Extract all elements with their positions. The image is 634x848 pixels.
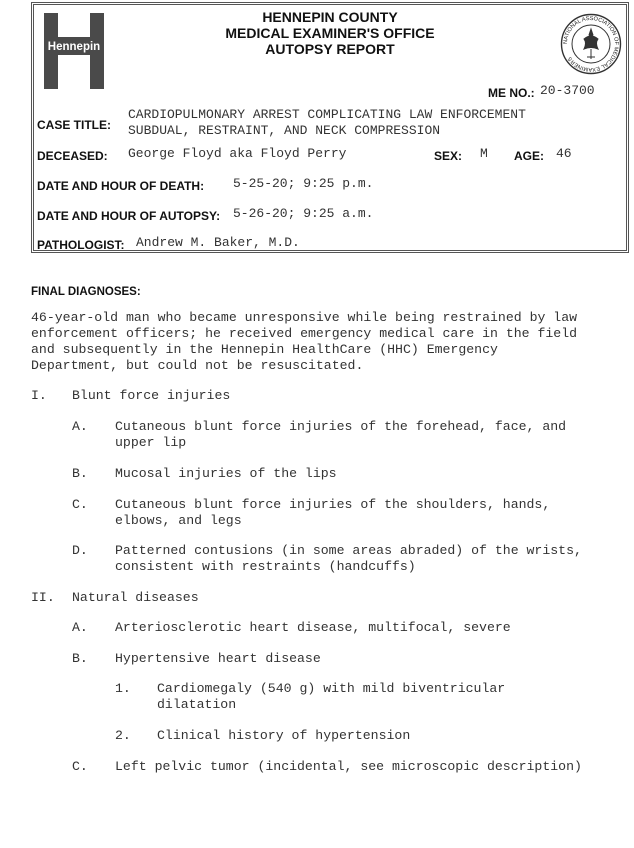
subitem-text: dilatation (157, 697, 237, 712)
item-text: Patterned contusions (in some areas abraded) of the wrists, (115, 543, 582, 558)
section-numeral: II. (31, 590, 55, 605)
section-title: Blunt force injuries (72, 388, 231, 403)
death-label: DATE AND HOUR OF DEATH: (37, 179, 205, 193)
item-letter: A. (72, 419, 88, 434)
subitem-text: Clinical history of hypertension (157, 728, 411, 743)
item-text: Hypertensive heart disease (115, 651, 321, 666)
office-title: MEDICAL EXAMINER'S OFFICE (225, 25, 435, 41)
intro-line: Department, but could not be resuscitated. (31, 358, 364, 373)
deceased-label: DECEASED: (37, 149, 108, 163)
me-no-value: 20-3700 (540, 83, 595, 98)
pathologist-label: PATHOLOGIST: (37, 238, 125, 252)
autopsy-label: DATE AND HOUR OF AUTOPSY: (37, 209, 221, 223)
section-numeral: I. (31, 388, 47, 403)
case-title-line: CARDIOPULMONARY ARREST COMPLICATING LAW ENFORCEMENT (128, 107, 526, 122)
final-diagnoses-heading: FINAL DIAGNOSES: (31, 286, 141, 298)
intro-line: enforcement officers; he received emergency medical care in the field (31, 326, 578, 341)
intro-line: and subsequently in the Hennepin HealthCare (HHC) Emergency (31, 342, 498, 357)
item-letter: C. (72, 759, 88, 774)
pathologist-value: Andrew M. Baker, M.D. (136, 235, 300, 250)
item-text: upper lip (115, 435, 187, 450)
deceased-value: George Floyd aka Floyd Perry (128, 146, 347, 161)
section-title: Natural diseases (72, 590, 199, 605)
seal-text: NATIONAL ASSOCIATION OF MEDICAL EXAMINERS (562, 15, 620, 73)
item-text: Cutaneous blunt force injuries of the shoulders, hands, (115, 497, 551, 512)
sex-value: M (480, 146, 488, 161)
case-title-label: CASE TITLE: (37, 118, 111, 132)
item-text: consistent with restraints (handcuffs) (115, 559, 416, 574)
item-text: elbows, and legs (115, 513, 242, 528)
item-letter: D. (72, 543, 88, 558)
item-letter: C. (72, 497, 88, 512)
death-value: 5-25-20; 9:25 p.m. (233, 176, 374, 191)
item-text: Arteriosclerotic heart disease, multifocal, severe (115, 620, 511, 635)
item-text: Left pelvic tumor (incidental, see microscopic description) (115, 759, 582, 774)
intro-line: 46-year-old man who became unresponsive while being restrained by law (31, 310, 578, 325)
age-value: 46 (556, 146, 572, 161)
me-no-label: ME NO.: (488, 86, 535, 100)
name-seal (560, 13, 622, 75)
item-text: Mucosal injuries of the lips (115, 466, 337, 481)
item-text: Cutaneous blunt force injuries of the forehead, face, and (115, 419, 567, 434)
report-header (31, 2, 629, 253)
county-title: HENNEPIN COUNTY (262, 9, 398, 25)
subitem-text: Cardiomegaly (540 g) with mild biventricular (157, 681, 506, 696)
item-letter: B. (72, 466, 88, 481)
report-title: AUTOPSY REPORT (265, 41, 395, 57)
item-letter: A. (72, 620, 88, 635)
subitem-number: 1. (115, 681, 131, 696)
case-title-line: SUBDUAL, RESTRAINT, AND NECK COMPRESSION (128, 123, 441, 138)
autopsy-value: 5-26-20; 9:25 a.m. (233, 206, 374, 221)
logo-text: Hennepin (47, 41, 101, 53)
item-letter: B. (72, 651, 88, 666)
subitem-number: 2. (115, 728, 131, 743)
sex-label: SEX: (434, 149, 463, 163)
age-label: AGE: (514, 149, 544, 163)
